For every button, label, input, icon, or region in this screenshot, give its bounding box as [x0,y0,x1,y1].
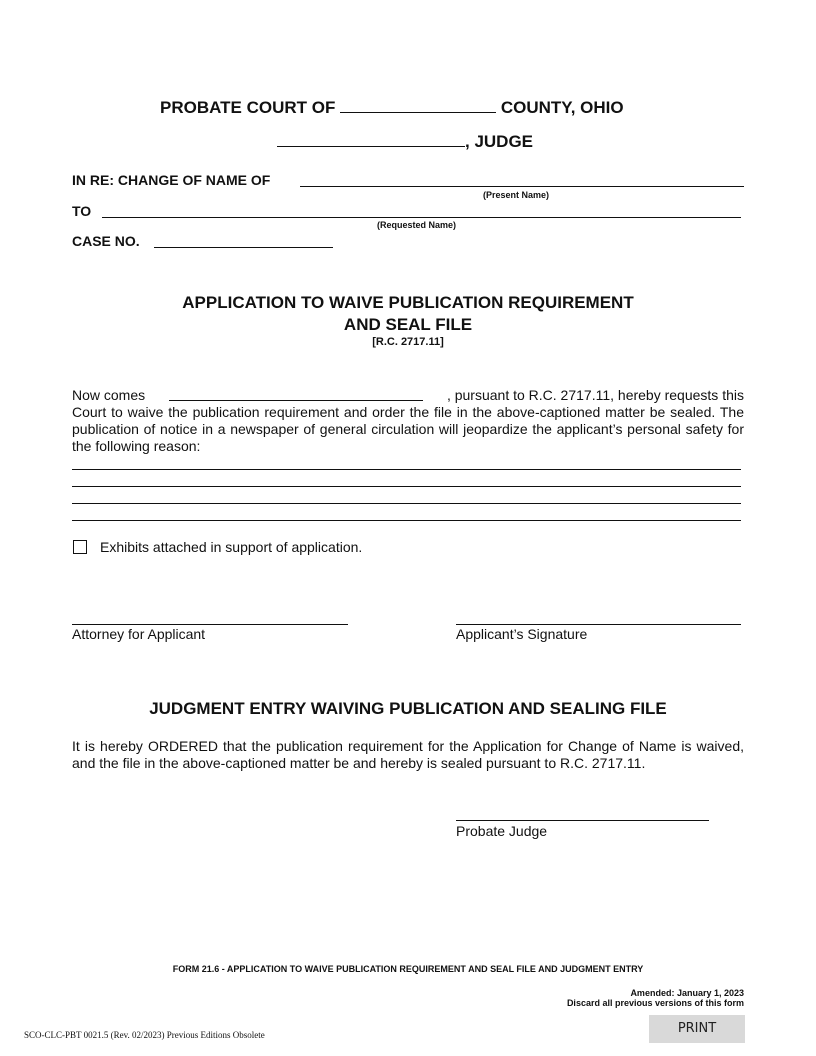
county-ohio-label: COUNTY, OHIO [500,98,624,117]
court-heading [160,98,660,118]
print-button[interactable]: PRINT [649,1015,745,1043]
form-code: SCO-CLC-PBT 0021.5 (Rev. 02/2023) Previous Editions Obsolete [24,1030,265,1040]
amended-date: Amended: January 1, 2023 [630,988,744,998]
attorney-signature-field[interactable] [72,624,348,625]
attorney-label: Attorney for Applicant [72,626,206,642]
judgment-title: JUDGMENT ENTRY WAIVING PUBLICATION AND SEALING FILE [149,699,667,718]
reason-line-3[interactable] [72,503,741,504]
application-title-line1: APPLICATION TO WAIVE PUBLICATION REQUIREMENT [182,293,634,312]
court-label: PROBATE COURT OF [160,98,336,117]
county-field[interactable] [340,98,496,113]
exhibits-checkbox[interactable] [73,540,87,554]
exhibits-label: Exhibits attached in support of application. [100,539,363,555]
case-no-field[interactable] [154,247,333,248]
requested-name-field[interactable] [102,217,741,218]
to-label: TO [72,203,92,219]
application-intro-line [72,387,744,404]
applicant-signature-label: Applicant’s Signature [456,626,588,642]
present-name-field[interactable] [300,186,744,187]
reason-line-2[interactable] [72,486,741,487]
judge-name-field[interactable] [277,132,465,147]
application-body-text: Court to waive the publication requirement and order the file in the above-captioned matter be sealed. The publication of notice in a newspaper of general circulation will jeopardize the applicant’s personal safety for the following reason: [72,404,744,454]
judge-signature-field[interactable] [456,820,709,821]
requested-name-hint: (Requested Name) [377,220,457,230]
case-no-label: CASE NO. [72,233,140,249]
applicant-signature-field[interactable] [456,624,741,625]
intro-rest-text: , pursuant to R.C. 2717.11, hereby requests this [446,387,744,403]
application-title-line2: AND SEAL FILE [343,315,473,334]
judgment-text: It is hereby ORDERED that the publication requirement for the Application for Change of Name is waived, and the file in the above-captioned matter be and hereby is sealed pursuant to R.C. 2717.11. [72,738,744,771]
statute-reference: [R.C. 2717.11] [372,336,444,348]
judge-label: , JUDGE [465,132,534,151]
present-name-hint: (Present Name) [483,190,550,200]
judge-heading [277,132,533,152]
form-title-footer: FORM 21.6 - APPLICATION TO WAIVE PUBLICATION REQUIREMENT AND SEAL FILE AND JUDGMENT ENTRY [172,964,644,974]
applicant-name-field[interactable] [169,387,423,401]
reason-line-1[interactable] [72,469,741,470]
now-comes-label: Now comes [72,387,146,403]
reason-line-4[interactable] [72,520,741,521]
probate-judge-label: Probate Judge [456,823,548,839]
discard-note: Discard all previous versions of this form [566,998,744,1008]
in-re-label: IN RE: CHANGE OF NAME OF [72,172,271,188]
